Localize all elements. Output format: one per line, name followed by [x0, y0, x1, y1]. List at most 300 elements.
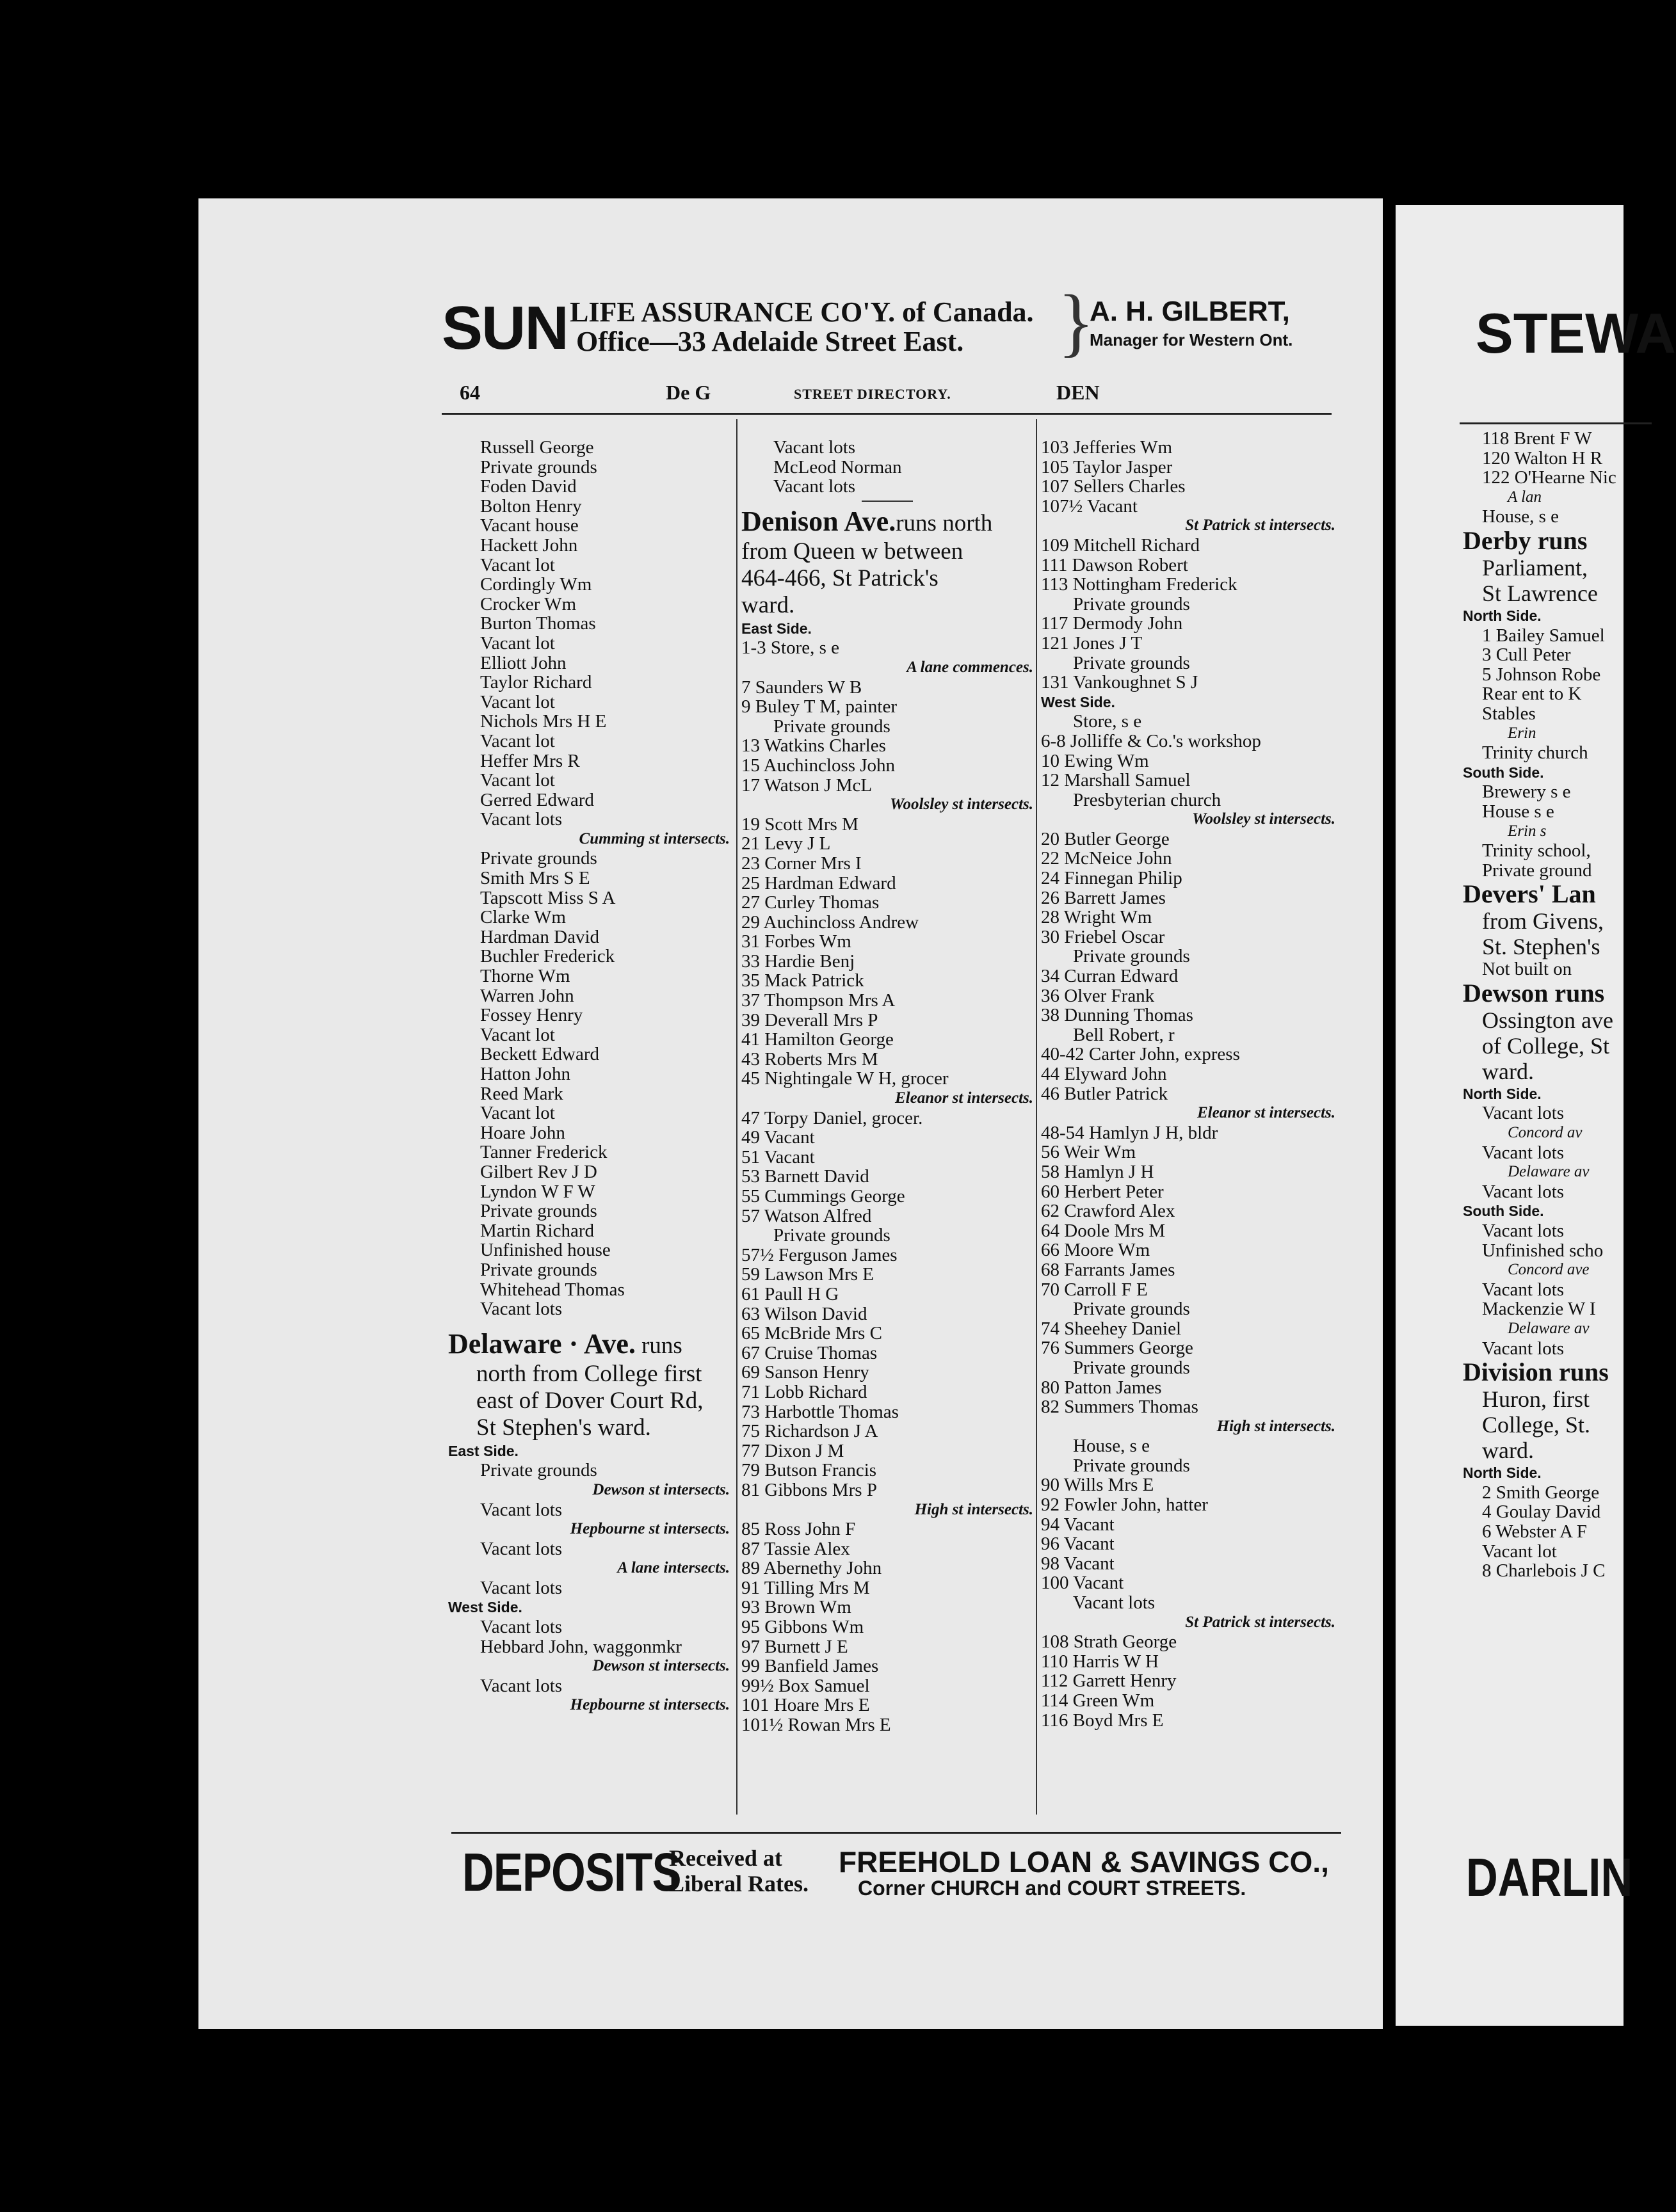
- side-heading: [741, 619, 1033, 639]
- street-description: [741, 592, 1033, 619]
- directory-entry-text: 85 Ross John F: [741, 1519, 856, 1540]
- directory-entry: [741, 1715, 1033, 1735]
- intersection-note: [1041, 810, 1335, 830]
- directory-entry: [741, 932, 1033, 952]
- adjacent-entry: Erin: [1508, 724, 1536, 742]
- directory-entry-text: 44 Elyward John: [1041, 1064, 1167, 1084]
- directory-entry-text: 10 Ewing Wm: [1041, 750, 1149, 771]
- street-description-text: from Queen w between: [741, 538, 963, 565]
- adjacent-entry: Erin s: [1508, 822, 1547, 840]
- adjacent-entry: South Side.: [1463, 1203, 1544, 1220]
- directory-entry: [1041, 849, 1335, 869]
- adjacent-page-column: [1463, 429, 1616, 1581]
- directory-entry-text: 81 Gibbons Mrs P: [741, 1479, 877, 1500]
- directory-entry: [1041, 1280, 1335, 1300]
- directory-entry: [1041, 869, 1335, 888]
- adjacent-page: [1396, 205, 1676, 2026]
- directory-entry: [448, 1500, 730, 1520]
- directory-entry: [1041, 1397, 1335, 1417]
- directory-entry-text: Elliott John: [480, 652, 567, 673]
- street-name-text: Delaware · Ave.: [448, 1327, 636, 1359]
- directory-entry: [1041, 497, 1335, 517]
- adjacent-entry: 118 Brent F W: [1482, 428, 1592, 449]
- directory-entry: [448, 458, 730, 477]
- directory-entry-text: Vacant lot: [480, 1103, 555, 1124]
- directory-entry: [1041, 438, 1335, 458]
- directory-entry-text: Vacant lot: [480, 691, 555, 712]
- directory-entry-text: 68 Farrants James: [1041, 1259, 1175, 1280]
- directory-entry: [741, 1050, 1033, 1070]
- directory-entry: [741, 874, 1033, 894]
- directory-entry: [741, 1069, 1033, 1089]
- directory-entry: [741, 1676, 1033, 1696]
- adjacent-page-rule: [1460, 422, 1652, 424]
- directory-entry: [448, 1221, 730, 1241]
- intersection-note: [1041, 1417, 1335, 1437]
- directory-entry-text: 30 Friebel Oscar: [1041, 926, 1165, 947]
- directory-entry: [448, 771, 730, 790]
- directory-entry-text: Martin Richard: [480, 1220, 594, 1241]
- directory-entry: [1041, 1142, 1335, 1162]
- directory-entry-text: Bolton Henry: [480, 495, 582, 517]
- directory-entry-text: 105 Taylor Jasper: [1041, 456, 1173, 477]
- directory-entry-text: Burton Thomas: [480, 613, 596, 634]
- directory-entry: [741, 638, 1033, 658]
- directory-entry: [448, 1240, 730, 1260]
- directory-entry-text: 103 Jefferies Wm: [1041, 437, 1173, 458]
- adjacent-entry: Rear ent to K: [1482, 684, 1582, 705]
- street-name: [741, 507, 1033, 538]
- side-heading: [1041, 693, 1335, 712]
- directory-entry-text: 82 Summers Thomas: [1041, 1397, 1198, 1418]
- adjacent-entry: Unfinished scho: [1482, 1240, 1604, 1261]
- directory-entry-text: Vacant lots: [480, 1499, 563, 1520]
- directory-entry: [741, 913, 1033, 933]
- directory-entry-text: 73 Harbottle Thomas: [741, 1401, 899, 1422]
- directory-entry-text: 76 Summers George: [1041, 1338, 1193, 1359]
- directory-entry-text: 31 Forbes Wm: [741, 931, 851, 952]
- directory-entry-text: Vacant lot: [480, 554, 555, 575]
- footer-company: FREEHOLD LOAN & SAVINGS CO.,: [839, 1845, 1329, 1879]
- directory-entry-text: 9 Buley T M, painter: [741, 696, 897, 717]
- directory-entry: [448, 888, 730, 908]
- intersection-note-text: Hepbourne st intersects.: [570, 1696, 730, 1714]
- adjacent-entry: Vacant lots: [1482, 1338, 1565, 1359]
- directory-entry: [741, 776, 1033, 796]
- street-description: [448, 1388, 730, 1415]
- intersection-note-text: High st intersects.: [914, 1500, 1033, 1518]
- directory-entry: [741, 1578, 1033, 1598]
- directory-entry: [448, 693, 730, 712]
- directory-entry-text: 93 Brown Wm: [741, 1597, 851, 1618]
- directory-entry: [1041, 458, 1335, 477]
- directory-entry: [1041, 1240, 1335, 1260]
- directory-entry-text: 56 Weir Wm: [1041, 1142, 1136, 1163]
- directory-entry-text: Private grounds: [1073, 1299, 1190, 1320]
- adjacent-entry: Vacant lots: [1482, 1142, 1565, 1163]
- directory-entry: [741, 1461, 1033, 1480]
- footer-line2: Liberal Rates.: [669, 1871, 809, 1896]
- directory-entry: [1041, 1045, 1335, 1064]
- adjacent-entry: 4 Goulay David: [1482, 1502, 1601, 1523]
- directory-entry-text: Private grounds: [1073, 652, 1190, 673]
- directory-entry-text: 57½ Ferguson James: [741, 1244, 898, 1265]
- directory-entry-text: 46 Butler Patrick: [1041, 1083, 1168, 1104]
- directory-entry: [1041, 1319, 1335, 1339]
- header-rule: [442, 413, 1332, 415]
- intersection-note-text: St Patrick st intersects.: [1185, 1613, 1335, 1631]
- directory-entry: [448, 1260, 730, 1280]
- directory-entry: [741, 1226, 1033, 1246]
- directory-entry: [741, 1695, 1033, 1715]
- directory-entry-text: 92 Fowler John, hatter: [1041, 1495, 1208, 1516]
- directory-entry: [741, 1343, 1033, 1363]
- footer-line1: Received at: [669, 1845, 782, 1871]
- directory-entry: [741, 1030, 1033, 1050]
- directory-entry-text: Smith Mrs S E: [480, 868, 590, 889]
- directory-entry: [448, 1123, 730, 1143]
- directory-entry-text: 59 Lawson Mrs E: [741, 1264, 874, 1285]
- directory-entry: [448, 1637, 730, 1657]
- street-description-text: ward.: [741, 591, 795, 618]
- directory-entry-text: 107½ Vacant: [1041, 495, 1138, 517]
- directory-entry-text: Vacant lots: [773, 476, 856, 497]
- adjacent-entry: Vacant lot: [1482, 1541, 1557, 1562]
- directory-entry-text: 48-54 Hamlyn J H, bldr: [1041, 1122, 1218, 1143]
- directory-entry-text: 22 McNeice John: [1041, 848, 1172, 869]
- directory-entry-text: 34 Curran Edward: [1041, 966, 1179, 987]
- directory-entry-text: 51 Vacant: [741, 1146, 815, 1167]
- directory-entry: [741, 697, 1033, 717]
- directory-entry: [741, 1304, 1033, 1324]
- directory-entry-text: 67 Cruise Thomas: [741, 1342, 878, 1363]
- directory-entry: [741, 971, 1033, 991]
- adjacent-entry: South Side.: [1463, 764, 1544, 781]
- street-description-text: east of Dover Court Rd,: [476, 1387, 704, 1414]
- directory-entry: [1041, 771, 1335, 790]
- directory-entry: [448, 1006, 730, 1025]
- directory-entry: [741, 1637, 1033, 1657]
- directory-entry-text: Vacant lots: [480, 809, 563, 830]
- directory-entry-text: 45 Nightingale W H, grocer: [741, 1068, 949, 1089]
- footer-address: Corner CHURCH and COURT STREETS.: [858, 1877, 1246, 1900]
- directory-entry-text: 75 Richardson J A: [741, 1421, 878, 1442]
- directory-entry-text: 24 Finnegan Philip: [1041, 868, 1182, 889]
- directory-entry-text: 108 Strath George: [1041, 1631, 1177, 1653]
- directory-entry: [1041, 1691, 1335, 1711]
- directory-entry-text: 41 Hamilton George: [741, 1029, 894, 1050]
- intersection-note: [448, 1480, 730, 1500]
- directory-entry-text: 17 Watson J McL: [741, 774, 873, 796]
- directory-entry: [1041, 614, 1335, 634]
- directory-entry-text: Thorne Wm: [480, 966, 570, 987]
- directory-entry-text: 7 Saunders W B: [741, 677, 862, 698]
- directory-entry: [448, 516, 730, 536]
- directory-entry: [1041, 1260, 1335, 1280]
- directory-entry-text: 60 Herbert Peter: [1041, 1181, 1164, 1202]
- directory-entry-text: Vacant lot: [480, 632, 555, 653]
- directory-entry: [448, 869, 730, 888]
- directory-entry-text: 90 Wills Mrs E: [1041, 1475, 1154, 1496]
- directory-entry: [741, 678, 1033, 698]
- adjacent-entry: Parliament,: [1482, 554, 1588, 581]
- adjacent-entry: North Side.: [1463, 607, 1542, 624]
- street-description-text: 464-466, St Patrick's: [741, 565, 939, 591]
- adjacent-entry: Vacant lots: [1482, 1279, 1565, 1300]
- running-head-left: De G: [666, 381, 711, 404]
- directory-entry-text: 19 Scott Mrs M: [741, 813, 858, 835]
- directory-entry: [448, 1461, 730, 1480]
- directory-entry-text: 53 Barnett David: [741, 1166, 869, 1187]
- adjacent-entry: Division runs: [1463, 1358, 1609, 1387]
- directory-entry: [448, 1142, 730, 1162]
- directory-entry: [741, 1441, 1033, 1461]
- directory-entry: [1041, 1632, 1335, 1652]
- directory-entry: [1041, 751, 1335, 771]
- directory-entry-text: Private grounds: [480, 456, 597, 477]
- directory-entry: [448, 1578, 730, 1598]
- directory-entry-text: 95 Gibbons Wm: [741, 1617, 864, 1638]
- directory-entry-text: Private grounds: [480, 1201, 597, 1222]
- directory-entry-text: 99 Banfield James: [741, 1656, 879, 1677]
- directory-entry: [741, 1285, 1033, 1304]
- directory-entry: [1041, 1201, 1335, 1221]
- directory-entry: [1041, 927, 1335, 947]
- directory-entry: [1041, 1593, 1335, 1613]
- directory-entry: [741, 717, 1033, 737]
- adjacent-page-footer: DARLIN: [1466, 1847, 1633, 1907]
- directory-entry: [448, 536, 730, 556]
- directory-entry-text: Vacant lot: [480, 1024, 555, 1045]
- directory-entry: [1041, 986, 1335, 1006]
- directory-entry-text: McLeod Norman: [773, 456, 902, 477]
- directory-entry: [448, 1539, 730, 1559]
- intersection-note-text: High st intersects.: [1216, 1417, 1335, 1435]
- sun-logo-text: SUN: [442, 294, 568, 362]
- adjacent-entry: from Givens,: [1482, 908, 1604, 934]
- adjacent-entry: Concord ave: [1508, 1261, 1590, 1279]
- directory-entry: [448, 966, 730, 986]
- directory-entry: [1041, 790, 1335, 810]
- directory-entry-text: Vacant lot: [480, 770, 555, 791]
- directory-entry-text: Taylor Richard: [480, 672, 592, 693]
- directory-entry: [741, 1128, 1033, 1148]
- directory-entry: [1041, 1162, 1335, 1182]
- directory-entry: [448, 790, 730, 810]
- directory-entry: [1041, 1495, 1335, 1515]
- directory-entry-text: 100 Vacant: [1041, 1573, 1124, 1594]
- directory-entry: [1041, 1436, 1335, 1456]
- directory-entry: [448, 1025, 730, 1045]
- header-agent: A. H. GILBERT,: [1090, 296, 1290, 327]
- adjacent-entry: Mackenzie W I: [1482, 1299, 1596, 1320]
- directory-entry-text: 38 Dunning Thomas: [1041, 1005, 1193, 1026]
- directory-entry-text: Foden David: [480, 476, 577, 497]
- adjacent-entry: Vacant lots: [1482, 1221, 1565, 1242]
- directory-entry-text: Vacant lots: [1073, 1592, 1156, 1614]
- directory-entry-text: Gerred Edward: [480, 789, 594, 810]
- adjacent-entry: 1 Bailey Samuel: [1482, 625, 1605, 646]
- column-divider: [736, 419, 737, 1815]
- intersection-note-text: Hepbourne st intersects.: [570, 1520, 730, 1538]
- directory-entry-text: 49 Vacant: [741, 1127, 815, 1148]
- street-description: [448, 1361, 730, 1388]
- directory-entry-text: Warren John: [480, 985, 574, 1006]
- directory-entry-text: Hatton John: [480, 1064, 570, 1084]
- directory-entry-text: 74 Sheehey Daniel: [1041, 1318, 1182, 1339]
- directory-entry-text: 121 Jones J T: [1041, 632, 1143, 653]
- directory-entry-text: 26 Barrett James: [1041, 887, 1166, 908]
- adjacent-entry: Huron, first: [1482, 1386, 1590, 1413]
- directory-entry: [741, 1422, 1033, 1441]
- adjacent-page-header: STEWA: [1476, 301, 1676, 365]
- directory-entry: [741, 1656, 1033, 1676]
- directory-entry: [1041, 1123, 1335, 1143]
- intersection-note: [448, 1656, 730, 1676]
- directory-entry: [741, 1265, 1033, 1285]
- directory-entry-text: 40-42 Carter John, express: [1041, 1044, 1240, 1065]
- directory-entry: [741, 1206, 1033, 1226]
- directory-entry: [741, 854, 1033, 874]
- directory-entry-text: Hoare John: [480, 1122, 565, 1143]
- street-description: [741, 565, 1033, 592]
- directory-entry: [1041, 1006, 1335, 1025]
- directory-entry-text: 98 Vacant: [1041, 1553, 1115, 1574]
- directory-entry-text: 64 Doole Mrs M: [1041, 1220, 1166, 1241]
- directory-entry-text: 21 Levy J L: [741, 833, 831, 854]
- directory-entry: [448, 732, 730, 751]
- directory-entry-text: Private grounds: [480, 1259, 597, 1280]
- page-number: 64: [460, 381, 480, 404]
- directory-entry-text: 91 Tilling Mrs M: [741, 1577, 870, 1598]
- directory-entry-text: 13 Watkins Charles: [741, 735, 886, 757]
- directory-entry: [1041, 966, 1335, 986]
- directory-entry: [448, 1064, 730, 1084]
- directory-entry-text: 37 Thompson Mrs A: [741, 990, 896, 1011]
- directory-entry-text: 117 Dermody John: [1041, 613, 1183, 634]
- directory-entry-text: 6-8 Jolliffe & Co.'s workshop: [1041, 730, 1261, 751]
- directory-entry: [1041, 477, 1335, 497]
- directory-entry-text: Crocker Wm: [480, 593, 577, 614]
- directory-entry: [1041, 673, 1335, 693]
- intersection-note: [1041, 1103, 1335, 1123]
- intersection-note: [741, 1500, 1033, 1520]
- directory-entry: [1041, 1299, 1335, 1319]
- directory-entry: [1041, 830, 1335, 849]
- directory-entry: [1041, 908, 1335, 927]
- directory-entry-text: Private grounds: [773, 716, 890, 737]
- adjacent-entry: 6 Webster A F: [1482, 1521, 1587, 1542]
- directory-entry: [1041, 1652, 1335, 1672]
- directory-entry: [448, 1299, 730, 1319]
- directory-entry-text: 116 Boyd Mrs E: [1041, 1710, 1164, 1731]
- adjacent-entry: Delaware av: [1508, 1163, 1590, 1181]
- directory-entry: [1041, 1064, 1335, 1084]
- directory-entry-text: Reed Mark: [480, 1083, 563, 1104]
- directory-entry: [1041, 1711, 1335, 1731]
- directory-entry: [741, 952, 1033, 972]
- directory-column-3: [1041, 438, 1335, 1730]
- directory-entry-text: 110 Harris W H: [1041, 1651, 1159, 1672]
- intersection-note-text: Eleanor st intersects.: [1197, 1104, 1335, 1122]
- directory-entry-text: 80 Patton James: [1041, 1377, 1162, 1398]
- directory-entry: [448, 1045, 730, 1064]
- directory-entry: [741, 1539, 1033, 1559]
- directory-entry-text: Hardman David: [480, 926, 600, 947]
- directory-entry-text: 20 Butler George: [1041, 828, 1170, 849]
- directory-entry: [448, 751, 730, 771]
- directory-entry-text: Bell Robert, r: [1073, 1024, 1175, 1045]
- footer-rule: [451, 1832, 1341, 1834]
- directory-entry: [448, 653, 730, 673]
- directory-entry-text: Vacant house: [480, 515, 579, 536]
- directory-entry: [448, 634, 730, 653]
- directory-entry-text: Vacant lots: [480, 1617, 563, 1638]
- directory-entry-text: 57 Watson Alfred: [741, 1205, 872, 1226]
- intersection-note: [448, 1519, 730, 1539]
- directory-entry-text: Private grounds: [1073, 593, 1190, 614]
- directory-entry: [741, 1363, 1033, 1382]
- directory-entry: [448, 438, 730, 458]
- directory-entry: [1041, 1475, 1335, 1495]
- directory-entry: [1041, 1025, 1335, 1045]
- directory-entry-text: Beckett Edward: [480, 1044, 600, 1065]
- adjacent-entry: Vacant lots: [1482, 1181, 1565, 1202]
- directory-entry: [1041, 595, 1335, 614]
- directory-entry: [448, 1182, 730, 1202]
- directory-entry: [448, 1617, 730, 1637]
- intersection-note: [448, 830, 730, 849]
- directory-entry: [741, 893, 1033, 913]
- side-heading-text: West Side.: [1041, 693, 1115, 710]
- street-runs-text: runs: [635, 1332, 682, 1359]
- directory-entry-text: Presbyterian church: [1073, 789, 1221, 810]
- side-heading-text: East Side.: [741, 620, 812, 637]
- intersection-note-text: Woolsley st intersects.: [890, 796, 1033, 813]
- adjacent-entry: 122 O'Hearne Nic: [1482, 467, 1616, 488]
- intersection-note: [1041, 1613, 1335, 1633]
- directory-column-2: [741, 438, 1033, 1735]
- intersection-note-text: Dewson st intersects.: [592, 1480, 730, 1498]
- directory-entry: [1041, 634, 1335, 653]
- adjacent-entry: Derby runs: [1463, 525, 1588, 555]
- directory-entry-text: 33 Hardie Benj: [741, 950, 855, 972]
- adjacent-entry: Private ground: [1482, 860, 1592, 881]
- adjacent-entry: St Lawrence: [1482, 580, 1598, 606]
- intersection-note: [1041, 516, 1335, 536]
- adjacent-entry: Delaware av: [1508, 1320, 1590, 1337]
- intersection-note-text: A lane commences.: [906, 658, 1033, 676]
- directory-entry: [1041, 1573, 1335, 1593]
- directory-entry-text: 25 Hardman Edward: [741, 872, 896, 894]
- directory-entry: [741, 1480, 1033, 1500]
- directory-entry-text: 69 Sanson Henry: [741, 1362, 869, 1383]
- directory-entry: [448, 595, 730, 614]
- header-brace: }: [1058, 279, 1095, 364]
- adjacent-entry: Devers' Lan: [1463, 879, 1596, 909]
- directory-entry-text: 63 Wilson David: [741, 1303, 867, 1324]
- intersection-note-text: Woolsley st intersects.: [1192, 810, 1335, 828]
- directory-entry-text: Cordingly Wm: [480, 574, 592, 595]
- directory-entry-text: 58 Hamlyn J H: [1041, 1161, 1154, 1182]
- directory-entry-text: Fossey Henry: [480, 1005, 583, 1026]
- header-ad-line1: LIFE ASSURANCE CO'Y. of Canada.: [570, 296, 1034, 328]
- directory-entry: [741, 477, 1033, 497]
- directory-entry: [1041, 888, 1335, 908]
- directory-entry: [1041, 947, 1335, 966]
- directory-entry-text: Vacant lots: [480, 1299, 563, 1320]
- directory-entry-text: 112 Garrett Henry: [1041, 1671, 1177, 1692]
